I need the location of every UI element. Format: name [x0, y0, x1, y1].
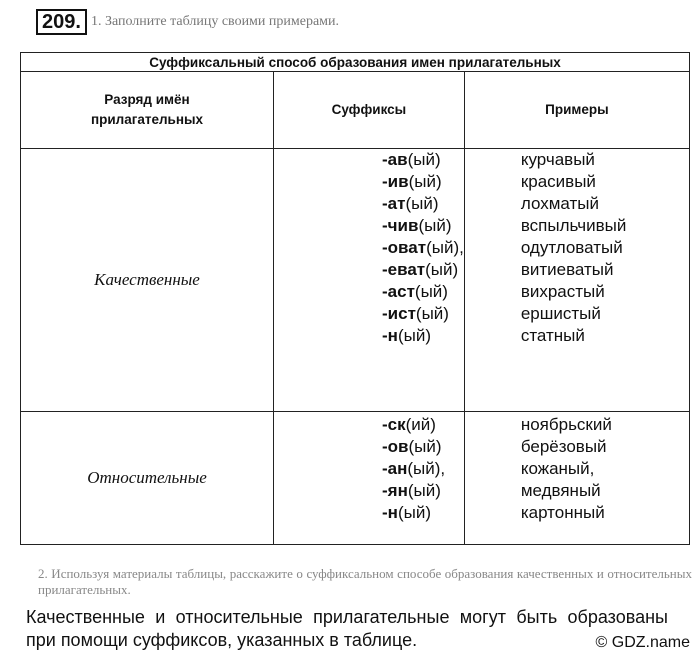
exercise-number: 209.	[36, 9, 87, 35]
suffix-ending: (ый)	[414, 282, 448, 301]
suffix-item	[382, 215, 464, 237]
suffix-core: -ат	[382, 194, 406, 213]
watermark: © GDZ.name	[595, 634, 690, 651]
suffix-ending: (ый),	[407, 459, 446, 478]
example-list-quality	[465, 149, 689, 347]
suffix-cell-quality	[274, 149, 465, 412]
suffix-core: -оват	[382, 238, 427, 257]
group-label-relative: Относительные	[21, 412, 274, 545]
example-item: ершистый	[520, 304, 601, 323]
suffix-core: -ск	[382, 415, 406, 434]
suffix-item	[382, 436, 464, 458]
column-header-category	[21, 72, 274, 149]
suffix-core: -ян	[382, 481, 408, 500]
example-item: лохматый	[520, 194, 599, 213]
suffix-core: -еват	[382, 260, 426, 279]
suffix-item	[382, 502, 464, 524]
answer-text: Качественные и относительные прилагательные могут быть образованы при помощи суффиксов, указанных в таблице.	[26, 607, 668, 650]
example-item: берёзовый	[520, 437, 607, 456]
suffix-item	[382, 303, 464, 325]
suffix-core: -чив	[382, 216, 419, 235]
suffix-core: -ив	[382, 172, 409, 191]
example-item: ноябрьский	[520, 415, 612, 434]
example-item: витиеватый	[520, 260, 614, 279]
suffix-ending: (ый)	[397, 503, 431, 522]
example-list-relative	[465, 414, 689, 524]
example-cell-relative	[464, 412, 689, 545]
table-header-row	[21, 72, 690, 149]
group-label-quality: Качественные	[21, 149, 274, 412]
example-item: медвяный	[520, 481, 601, 500]
suffix-item	[382, 414, 464, 436]
example-item: кожаный,	[520, 459, 595, 478]
suffix-list-relative	[274, 414, 464, 524]
suffix-item	[382, 149, 464, 171]
suffix-list-quality	[274, 149, 464, 347]
suffix-ending: (ый)	[407, 481, 441, 500]
suffix-core: -ов	[382, 437, 409, 456]
suffix-core: -н	[382, 503, 398, 522]
suffix-core: -ав	[382, 150, 408, 169]
example-item: красивый	[520, 172, 596, 191]
suffix-ending: (ый)	[408, 437, 442, 456]
suffix-item	[382, 259, 464, 281]
example-item: вихрастый	[520, 282, 605, 301]
exercise-task-two: 2. Используя материалы таблицы, расскажите о суффиксальном способе образования качественных и относительных прилагательных.	[38, 566, 692, 597]
suffix-item	[382, 458, 464, 480]
exercise-header	[36, 8, 339, 36]
exercise-task-one: 1. Заполните таблицу своими примерами.	[90, 14, 340, 29]
example-item: статный	[520, 326, 585, 345]
suffix-ending: (ый),	[426, 238, 464, 257]
suffix-ending: (ий)	[405, 415, 436, 434]
suffix-ending: (ый)	[408, 172, 442, 191]
table-row-relative	[21, 412, 690, 545]
suffix-ending: (ый)	[425, 260, 459, 279]
example-item: курчавый	[520, 150, 595, 169]
suffix-core: -н	[382, 326, 398, 345]
suffix-item	[382, 480, 464, 502]
column-header-category-label: Разряд имён прилагательных	[90, 92, 204, 127]
suffix-cell-relative	[274, 412, 465, 545]
suffix-ending: (ый)	[397, 326, 431, 345]
suffix-item	[382, 193, 464, 215]
suffix-core: -аст	[382, 282, 415, 301]
suffix-ending: (ый)	[415, 304, 449, 323]
suffix-core: -ан	[382, 459, 408, 478]
example-item: одутловатый	[520, 238, 623, 257]
suffix-table	[20, 52, 690, 545]
column-header-examples: Примеры	[464, 72, 689, 149]
suffix-ending: (ый)	[405, 194, 439, 213]
table-row-quality	[21, 149, 690, 412]
suffix-item	[382, 281, 464, 303]
column-header-suffixes: Суффиксы	[274, 72, 465, 149]
suffix-ending: (ый)	[418, 216, 452, 235]
suffix-item	[382, 171, 464, 193]
table-title: Суффиксальный способ образования имен прилагательных	[21, 53, 690, 72]
suffix-item	[382, 237, 464, 259]
example-item: картонный	[520, 503, 605, 522]
example-item: вспыльчивый	[520, 216, 627, 235]
suffix-item	[382, 325, 464, 347]
suffix-ending: (ый)	[407, 150, 441, 169]
suffix-core: -ист	[382, 304, 416, 323]
example-cell-quality	[464, 149, 689, 412]
